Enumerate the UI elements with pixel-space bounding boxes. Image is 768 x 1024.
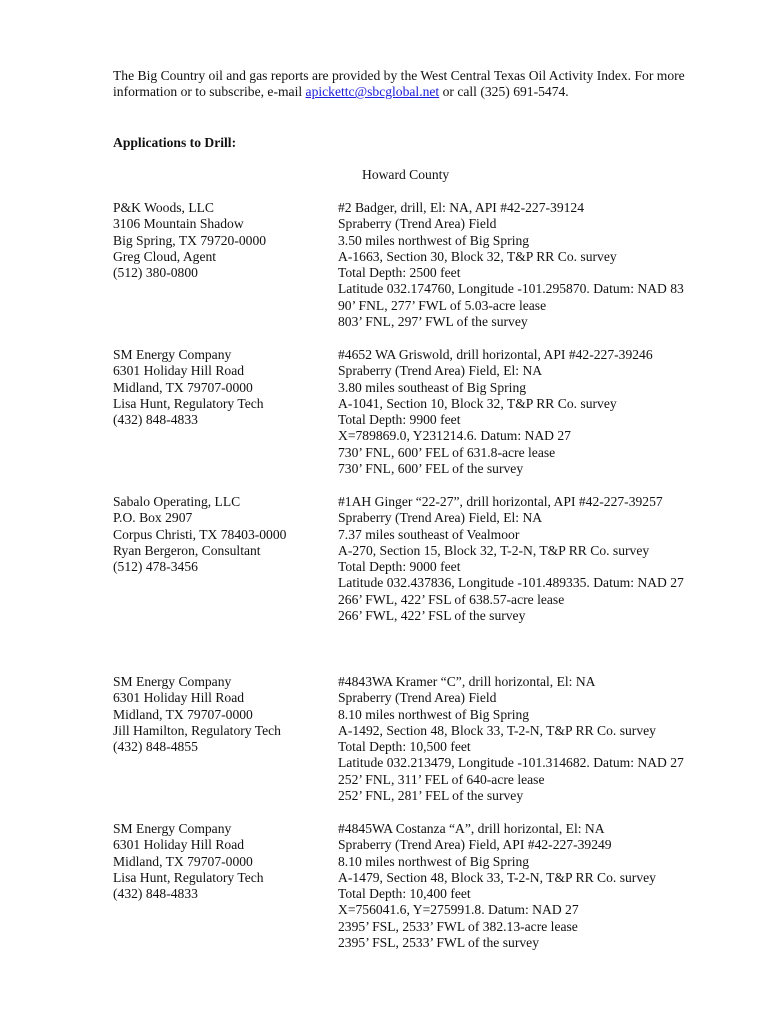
- well-detail-line: 266’ FWL, 422’ FSL of 638.57-acre lease: [338, 591, 565, 607]
- well-detail-line: 730’ FNL, 600’ FEL of 631.8-acre lease: [338, 444, 556, 460]
- operator-line: SM Energy Company: [113, 347, 232, 362]
- operator-line: Ryan Bergeron, Consultant: [113, 542, 261, 558]
- operator-line: Sabalo Operating, LLC: [113, 494, 241, 509]
- well-detail-line: Total Depth: 2500 feet: [338, 265, 461, 281]
- intro-text-end: or call (325) 691-5474.: [439, 84, 569, 100]
- well-detail-line: Total Depth: 9000 feet: [338, 559, 461, 575]
- operator-line: Lisa Hunt, Regulatory Tech: [113, 395, 264, 411]
- well-detail-line: Latitude 032.174760, Longitude -101.295870. Datum: NAD 83: [338, 281, 684, 297]
- well-detail-line: 7.37 miles southeast of Vealmoor: [338, 526, 520, 542]
- well-details-block: [338, 494, 738, 624]
- operator-line: (432) 848-4833: [113, 412, 198, 428]
- well-detail-line: A-270, Section 15, Block 32, T-2-N, T&P RR Co. survey: [338, 542, 650, 558]
- operator-line: SM Energy Company: [113, 674, 232, 689]
- operator-block: [113, 494, 338, 575]
- well-detail-line: 90’ FNL, 277’ FWL of 5.03-acre lease: [338, 297, 547, 313]
- operator-line: (512) 478-3456: [113, 559, 198, 575]
- well-detail-line: Spraberry (Trend Area) Field: [338, 216, 497, 232]
- operator-line: 6301 Holiday Hill Road: [113, 363, 245, 379]
- operator-line: (432) 848-4855: [113, 739, 198, 755]
- operator-line: 3106 Mountain Shadow: [113, 216, 244, 232]
- well-details-block: [338, 347, 738, 477]
- well-detail-line: 252’ FNL, 281’ FEL of the survey: [338, 788, 524, 804]
- well-detail-line: 2395’ FSL, 2533’ FWL of 382.13-acre lease: [338, 918, 578, 934]
- operator-line: Big Spring, TX 79720-0000: [113, 232, 267, 248]
- operator-line: Midland, TX 79707-0000: [113, 706, 253, 722]
- well-detail-line: X=789869.0, Y231214.6. Datum: NAD 27: [338, 428, 571, 444]
- operator-block: [113, 674, 338, 755]
- well-detail-line: Total Depth: 10,400 feet: [338, 886, 471, 902]
- well-detail-line: Spraberry (Trend Area) Field, El: NA: [338, 363, 543, 379]
- well-details-block: [338, 674, 738, 804]
- well-detail-line: X=756041.6, Y=275991.8. Datum: NAD 27: [338, 902, 579, 918]
- well-detail-line: #1AH Ginger “22-27”, drill horizontal, API #42-227-39257: [338, 494, 663, 509]
- well-detail-line: A-1479, Section 48, Block 33, T-2-N, T&P RR Co. survey: [338, 869, 656, 885]
- well-detail-line: Spraberry (Trend Area) Field, El: NA: [338, 510, 543, 526]
- operator-line: (432) 848-4833: [113, 886, 198, 902]
- operator-line: Greg Cloud, Agent: [113, 248, 217, 264]
- operator-line: Jill Hamilton, Regulatory Tech: [113, 722, 281, 738]
- email-link[interactable]: apickettc@sbcglobal.net: [305, 84, 440, 100]
- county-heading: Howard County: [362, 167, 450, 182]
- operator-line: P&K Woods, LLC: [113, 200, 214, 215]
- well-detail-line: #4652 WA Griswold, drill horizontal, API #42-227-39246: [338, 347, 653, 362]
- well-detail-line: A-1041, Section 10, Block 32, T&P RR Co. survey: [338, 395, 617, 411]
- operator-line: SM Energy Company: [113, 821, 232, 836]
- well-details-block: [338, 200, 738, 330]
- well-detail-line: Total Depth: 10,500 feet: [338, 739, 471, 755]
- operator-line: 6301 Holiday Hill Road: [113, 690, 245, 706]
- well-detail-line: 8.10 miles northwest of Big Spring: [338, 853, 530, 869]
- intro-text: The Big Country oil and gas reports are provided by the West Central Texas Oil Activity Index. For more information or to subscribe, e-mail: [113, 68, 685, 100]
- operator-line: Midland, TX 79707-0000: [113, 853, 253, 869]
- intro-paragraph: [113, 68, 713, 101]
- well-detail-line: Latitude 032.437836, Longitude -101.489335. Datum: NAD 27: [338, 575, 684, 591]
- well-detail-line: 3.50 miles northwest of Big Spring: [338, 232, 530, 248]
- operator-block: [113, 200, 338, 281]
- operator-line: Lisa Hunt, Regulatory Tech: [113, 869, 264, 885]
- well-detail-line: #2 Badger, drill, El: NA, API #42-227-39124: [338, 200, 585, 215]
- well-detail-line: Spraberry (Trend Area) Field, API #42-227-39249: [338, 837, 612, 853]
- well-detail-line: #4843WA Kramer “C”, drill horizontal, El: NA: [338, 674, 596, 689]
- operator-block: [113, 821, 338, 902]
- well-detail-line: 730’ FNL, 600’ FEL of the survey: [338, 461, 524, 477]
- well-detail-line: 8.10 miles northwest of Big Spring: [338, 706, 530, 722]
- operator-line: Corpus Christi, TX 78403-0000: [113, 526, 287, 542]
- well-detail-line: #4845WA Costanza “A”, drill horizontal, El: NA: [338, 821, 605, 836]
- well-detail-line: 2395’ FSL, 2533’ FWL of the survey: [338, 935, 539, 951]
- well-detail-line: Total Depth: 9900 feet: [338, 412, 461, 428]
- well-detail-line: Spraberry (Trend Area) Field: [338, 690, 497, 706]
- well-detail-line: 3.80 miles southeast of Big Spring: [338, 379, 527, 395]
- well-detail-line: A-1663, Section 30, Block 32, T&P RR Co. survey: [338, 248, 617, 264]
- operator-line: 6301 Holiday Hill Road: [113, 837, 245, 853]
- operator-line: Midland, TX 79707-0000: [113, 379, 253, 395]
- operator-line: (512) 380-0800: [113, 265, 198, 281]
- well-detail-line: 252’ FNL, 311’ FEL of 640-acre lease: [338, 771, 545, 787]
- well-detail-line: Latitude 032.213479, Longitude -101.314682. Datum: NAD 27: [338, 755, 684, 771]
- well-details-block: [338, 821, 738, 951]
- well-detail-line: 266’ FWL, 422’ FSL of the survey: [338, 608, 526, 624]
- operator-block: [113, 347, 338, 428]
- well-detail-line: 803’ FNL, 297’ FWL of the survey: [338, 314, 528, 330]
- section-heading: Applications to Drill:: [113, 135, 237, 150]
- operator-line: P.O. Box 2907: [113, 510, 193, 526]
- well-detail-line: A-1492, Section 48, Block 33, T-2-N, T&P RR Co. survey: [338, 722, 656, 738]
